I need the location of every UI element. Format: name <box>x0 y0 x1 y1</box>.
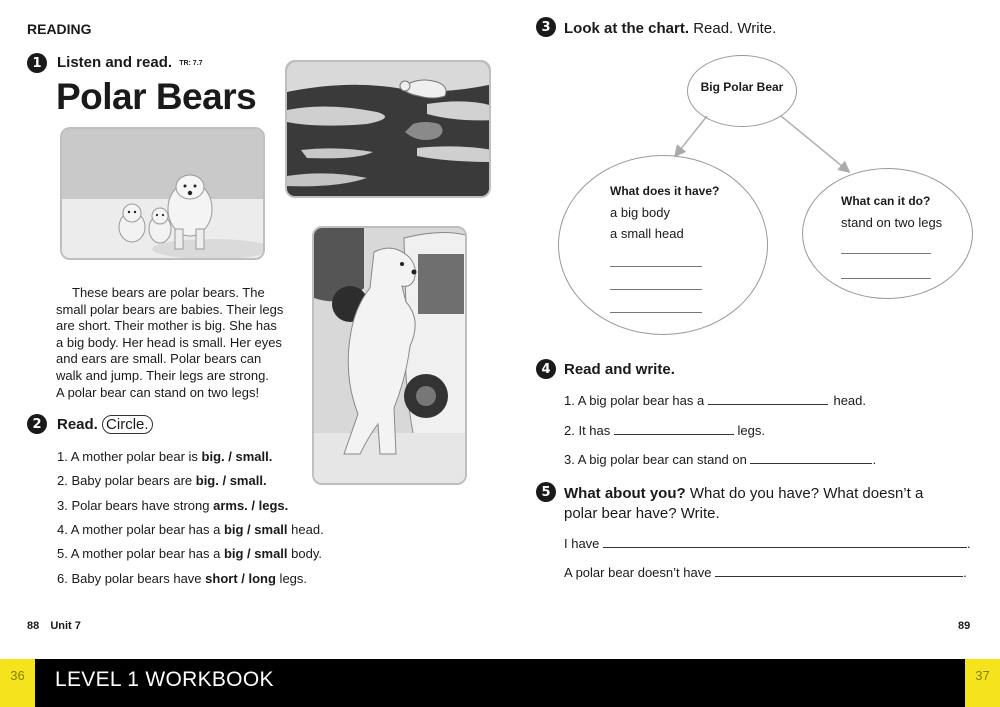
exercise-2-title: Read. <box>57 416 98 433</box>
option-b[interactable]: long <box>248 571 276 586</box>
item-text: I have <box>564 536 600 551</box>
option-separator: / <box>243 522 255 537</box>
item-text: 4. A mother polar bear has a <box>57 522 224 537</box>
option-separator: / <box>243 546 255 561</box>
exercise-4-number: 4 <box>536 359 556 379</box>
option-b[interactable]: small. <box>229 473 267 488</box>
exercise-1-title: Listen and read. <box>57 54 173 71</box>
audio-track-label: TR: 7.7 <box>179 59 203 67</box>
item-text: 6. Baby polar bears have <box>57 571 206 586</box>
option-a[interactable]: big. <box>201 449 225 464</box>
option-separator: / <box>224 449 236 464</box>
writing-line <box>564 565 967 580</box>
paragraph-line: walk and jump. Their legs are strong. <box>56 367 269 383</box>
footer-left-page-number: 36 <box>0 659 35 707</box>
option-separator: / <box>247 498 259 513</box>
answer-blank[interactable] <box>715 565 963 577</box>
item-text: A polar bear doesn’t have <box>564 565 712 580</box>
answer-blank[interactable] <box>750 452 872 464</box>
item-end: . <box>963 565 967 580</box>
paragraph-line: a big body. Her head is small. Her eyes <box>56 334 282 350</box>
option-a[interactable]: short <box>205 571 238 586</box>
paragraph-line: These bears are polar bears. The <box>72 285 265 300</box>
footer-title: LEVEL 1 WORKBOOK <box>55 668 274 691</box>
chart-right-blank[interactable] <box>841 254 931 279</box>
exercise-2-number: 2 <box>27 414 47 434</box>
item-text: 5. A mother polar bear has a <box>57 546 224 561</box>
exercise-3-instruction: Read. Write. <box>689 20 777 37</box>
exercise-4-heading: Read and write. <box>564 361 675 378</box>
paragraph-line: and ears are small. Polar bears can <box>56 351 262 367</box>
chart-left-blank[interactable] <box>610 267 702 290</box>
fill-blank-item <box>564 423 765 438</box>
page-title: Polar Bears <box>56 76 257 117</box>
exercise-5-line-2: polar bear have? Write. <box>564 505 720 522</box>
footer-right-page-number: 37 <box>965 659 1000 707</box>
item-text: 3. A big polar bear can stand on <box>564 452 747 467</box>
chart-right-answer: stand on two legs <box>841 215 943 230</box>
folio-page-number: 88 <box>27 620 40 632</box>
fill-blank-item <box>564 452 876 467</box>
answer-blank[interactable] <box>614 423 734 435</box>
answer-blank[interactable] <box>708 393 828 405</box>
item-end: legs. <box>737 423 765 438</box>
option-a[interactable]: big <box>223 546 244 561</box>
item-text: 1. A mother polar bear is <box>57 449 202 464</box>
item-text: 3. Polar bears have strong <box>57 498 214 513</box>
option-a[interactable]: arms. <box>213 498 248 513</box>
option-a[interactable]: big. <box>195 473 219 488</box>
chart-left-answer: a big body <box>610 205 670 220</box>
exercise-3-title: Look at the chart. <box>564 20 690 37</box>
exercise-1-number: 1 <box>27 53 47 73</box>
right-folio: 89 <box>958 620 971 632</box>
fill-blank-item <box>564 393 866 408</box>
item-end: head. <box>833 393 867 408</box>
option-b[interactable]: small <box>254 546 288 561</box>
option-b[interactable]: small. <box>235 449 273 464</box>
chart-right-question: What can it do? <box>841 194 931 208</box>
chart-left-blank[interactable] <box>610 244 702 267</box>
exercise-5-line-1 <box>564 484 923 504</box>
item-end: head. <box>287 522 324 537</box>
item-end: body. <box>287 546 322 561</box>
item-end: . <box>872 452 877 467</box>
exercise-5-number: 5 <box>536 482 556 502</box>
item-end: legs. <box>275 571 308 586</box>
chart-left-answer: a small head <box>610 226 684 241</box>
exercise-5-instruction: What do you have? What doesn’t a <box>685 485 924 502</box>
paragraph-line: are short. Their mother is big. She has <box>56 318 277 334</box>
section-label: READING <box>27 21 92 37</box>
paragraph-line: small polar bears are babies. Their legs <box>56 301 284 317</box>
chart-left-question: What does it have? <box>610 184 720 198</box>
item-text: 2. Baby polar bears are <box>57 473 196 488</box>
option-b[interactable]: small <box>254 522 288 537</box>
chart-left-blank[interactable] <box>610 290 702 313</box>
folio-unit: Unit 7 <box>50 620 81 632</box>
answer-blank[interactable] <box>603 536 967 548</box>
chart-left-content <box>610 181 719 313</box>
writing-line <box>564 536 971 551</box>
option-b[interactable]: legs. <box>258 498 289 513</box>
exercise-5-heading <box>564 484 923 524</box>
exercise-3-number: 3 <box>536 17 556 37</box>
item-end: . <box>967 536 971 551</box>
chart-right-content <box>841 191 942 279</box>
paragraph-line: A polar bear can stand on two legs! <box>56 384 260 400</box>
item-text: 1. A big polar bear has a <box>564 393 705 408</box>
item-text: 2. It has <box>564 423 611 438</box>
chart-right-blank[interactable] <box>841 233 931 254</box>
circle-instruction: Circle. <box>102 415 153 434</box>
exercise-5-title: What about you? <box>564 485 686 502</box>
option-separator: / <box>218 473 230 488</box>
option-a[interactable]: big <box>223 522 244 537</box>
chart-top-label: Big Polar Bear <box>700 80 784 94</box>
option-separator: / <box>237 571 249 586</box>
